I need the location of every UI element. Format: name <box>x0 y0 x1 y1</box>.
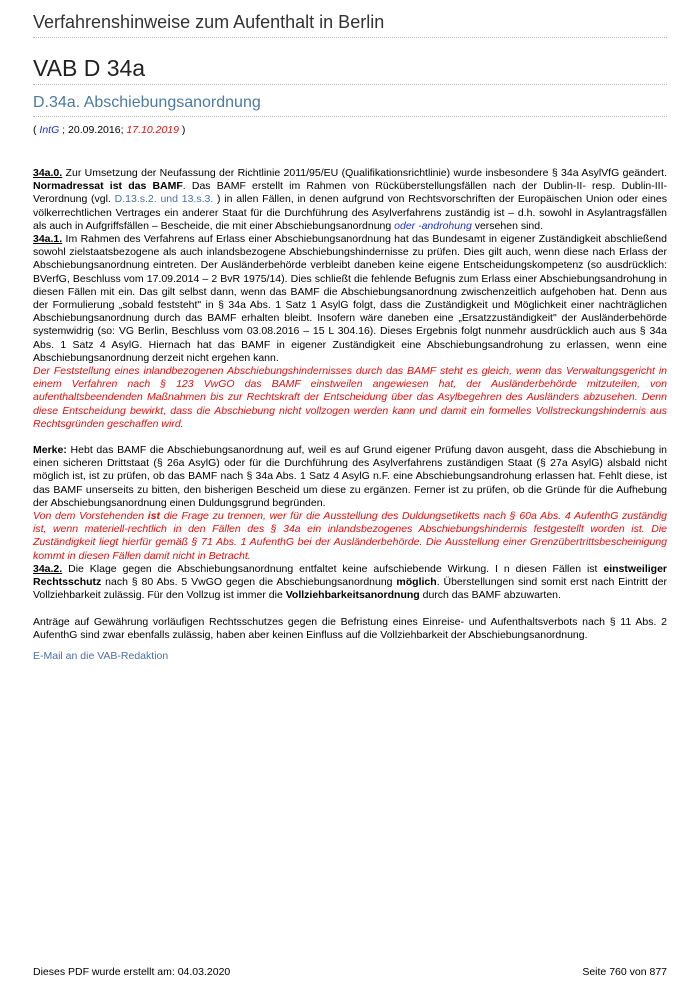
bold-text: einstweiliger Rechtsschutz <box>33 562 667 589</box>
paragraph-text: nach § 80 Abs. 5 VwGO gegen die Abschiebungsanordnung <box>101 576 397 589</box>
paragraph-text: . Überstellungen sind somit erst nach Eintritt der Vollziehbarkeit zulässig. Für den Vollzug ist immer die <box>33 576 667 602</box>
meta-open: ( <box>33 124 40 136</box>
paragraph-number: 34a.0. <box>33 167 63 179</box>
amended-paragraph <box>33 510 667 563</box>
bold-text: möglich <box>396 576 437 589</box>
paragraph-text: die Frage zu trennen, wer für die Ausstellung des Duldungsetiketts nach § 60a Abs. 4 AufenthG zuständig ist, wenn materiell-rechtlich in den Fällen des § 34a ein inlandsbezogenes Abschiebungshindernis festgestellt worden ist. Die Zuständigkeit liegt hierfür gemäß § 71 Abs. 1 AufenthG bei der Ausländerbehörde. Die Ausstellung einer Grenzübertrittsbescheinigung kommt in diesen Fällen damit nicht in Betracht. <box>33 510 667 562</box>
bold-text: Vollziehbarkeitsanordnung <box>285 589 420 602</box>
divider <box>33 84 667 85</box>
site-title: Verfahrenshinweise zum Aufenthalt in Berlin <box>33 12 385 32</box>
amended-paragraph: Der Feststellung eines inlandbezogenen Abschiebungshindernisses durch das BAMF steht es gleich, wenn das Verwaltungsgericht in einem Verfahren nach § 123 VwGO das BAMF einstweilen angewiesen hat, der Ausländerbehörde mitzuteilen, von aufenthaltsbeendenden Maßnahmen bis zur Rechtskraft der Entscheidung über das Asylbegehren des Ausländers abzusehen. Denn diese Entscheidung bewirkt, dass die Abschiebung nicht vollzogen werden kann und damit ein formelles Vollstreckungshindernis aus Rechtsgründen geschaffen wird. <box>33 365 667 430</box>
paragraph-text: Zur Umsetzung der Neufassung der Richtlinie 2011/95/EU (Qualifikationsrichtlinie) wurde insbesondere § 34a AsylVfG geändert. <box>62 167 667 179</box>
meta-date-changed: 17.10.2019 <box>126 124 179 136</box>
meta-date: ; 20.09.2016; <box>59 124 127 136</box>
email-link[interactable]: E-Mail an die VAB-Redaktion <box>33 649 169 662</box>
paragraph-text: Hebt das BAMF die Abschiebungsanordnung auf, weil es auf Grund eigener Prüfung davon ausgeht, dass die Abschiebung in einen sicheren Drittstaat (§ 26a AsylG) oder für die Durchführung des Asylverfahrens zuständigen Staat (§ 27a AsylG) alsbald nicht möglich ist, ist zu prüfen, ob das BAMF nach § 34a Abs. 1 Satz 4 AsylG n.F. eine Abschiebungsandrohung erlassen hat. Fehlt diese, ist das BAMF unserseits zu bitten, den bisherigen Bescheid um diese zu ergänzen. Ferner ist zu prüfen, ob die Gründe für die Aufhebung der Abschiebungsanordnung einen Duldungsgrund begründen. <box>33 444 667 509</box>
bold-text: ist <box>147 510 161 523</box>
bold-text: Normadressat ist das BAMF <box>33 180 183 193</box>
paragraph-34a-2 <box>33 563 667 603</box>
cross-reference-link[interactable]: D.13.s.2. und 13.s.3. <box>114 193 214 206</box>
meta-close: ) <box>178 124 186 136</box>
paragraph-text: . Das BAMF erstellt im Rahmen von Rücküberstellungsfällen nach der Dublin-II- resp. Dublin-III- Verordnung (vgl. <box>33 180 667 206</box>
divider <box>33 37 667 38</box>
merke-paragraph <box>33 444 667 510</box>
paragraph-text: durch das BAMF abzuwarten. <box>419 589 561 602</box>
meta-intg-link[interactable]: IntG <box>39 124 60 136</box>
section-title: D.34a. Abschiebungsanordnung <box>33 94 261 111</box>
paragraph-text: ) in allen Fällen, in denen aufgrund von Rechtsvorschriften der Europäischen Union oder eines völkerrechtlichen Vertrages ein anderer Staat für die Durchführung des Asylverfahrens zuständig ist – d.h. sowohl in Asylantragsfällen als auch in Aufgriffsfällen – Bescheide, die mit einer Abschiebungsanordnung <box>33 193 667 232</box>
paragraph-rechtsschutz: Anträge auf Gewährung vorläufigen Rechtsschutzes gegen die Befristung eines Einreise- und Aufenthaltsverbots nach § 11 Abs. 2 AufenthG sind zwar ebenfalls zulässig, haben aber keinen Einfluss auf die Vollziehbarkeit der Abschiebungsanordnung. <box>33 615 667 641</box>
document-body <box>33 167 667 663</box>
footer-page-number: Seite 760 von 877 <box>582 966 667 978</box>
paragraph-text: Im Rahmen des Verfahrens auf Erlass einer Abschiebungsanordnung hat das Bundesamt in eigener Zuständigkeit abschließend sowohl zielstaatsbezogene als auch inlandsbezogene Abschiebungshindernisse zu prüfen. Dies gilt auch, wenn diese nach Erlass der Abschiebungsanordnung eintreten. Der Ausländerbehörde verbleibt daneben keine eigene Entscheidungskompetenz (so ausdrücklich: BVerfG, Beschluss vom 17.09.2014 – 2 BvR 1975/14). Dies schließt die fehlende Befugnis zum Erlass einer Abschiebungsandrohung in diesen Fällen mit ein. Das gilt selbst dann, wenn das BAMF die Abschiebungsanordnung zwischenzeitlich aufgehoben hat. Denn aus der Formulierung „sobald feststeht" in § 34a Abs. 1 Satz 1 AsylG folgt, dass die Zuständigkeit und Möglichkeit einer nachträglichen Abschiebungsanordnung durch das BAMF erhalten bleibt. Insofern wäre daneben eine „Ersatzzuständigkeit" der Ausländerbehörde systemwidrig (so: VG Berlin, Beschluss vom 03.08.2016 – 15 L 304.16). Dieses Ergebnis folgt nunmehr ausdrücklich auch aus § 34a Abs. 1 Satz 4 AsylG. Hiernach hat das BAMF in eigener Zuständigkeit eine Abschiebungsandrohung zu erlassen, wenn eine Abschiebungsanordnung derzeit nicht ergehen kann. <box>33 233 667 364</box>
paragraph-number: 34a.1. <box>33 233 63 246</box>
revision-meta <box>33 124 185 136</box>
paragraph-number: 34a.2. <box>33 562 63 575</box>
paragraph-34a-0 <box>33 167 667 233</box>
paragraph-34a-1 <box>33 233 667 365</box>
paragraph-text: versehen sind. <box>471 219 544 232</box>
footer-created: Dieses PDF wurde erstellt am: 04.03.2020 <box>33 966 231 978</box>
page-title: VAB D 34a <box>33 55 146 81</box>
amended-text: oder -androhung <box>394 219 472 232</box>
paragraph-text: Von dem Vorstehenden <box>33 510 148 523</box>
merke-label: Merke: <box>33 444 67 457</box>
divider <box>33 116 667 117</box>
paragraph-text: Die Klage gegen die Abschiebungsanordnung entfaltet keine aufschiebende Wirkung. I n diesen Fällen ist <box>62 562 604 575</box>
